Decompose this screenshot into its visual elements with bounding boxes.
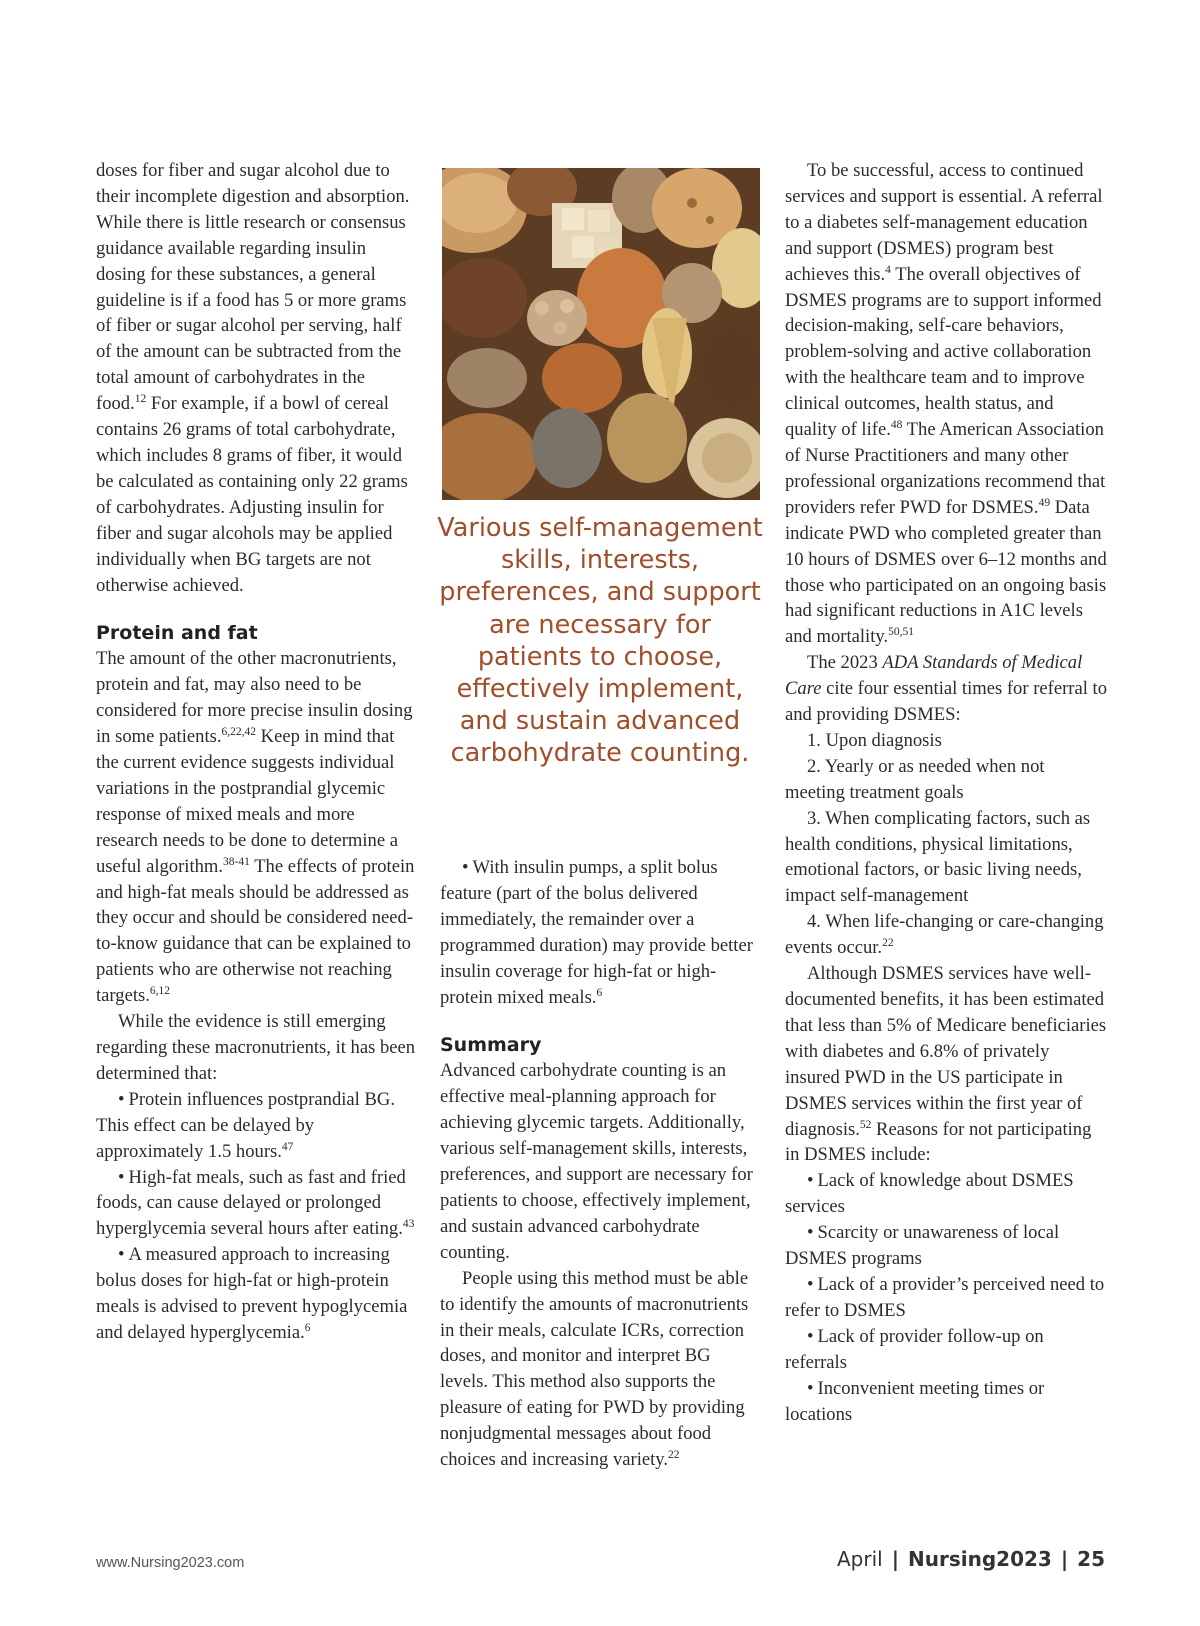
bullet-item: • Inconvenient meeting times or locations	[785, 1376, 1107, 1428]
bullet-icon	[118, 1167, 129, 1188]
bullet-item: • Scarcity or unawareness of local DSMES programs	[785, 1220, 1107, 1272]
paragraph: To be successful, access to continued services and support is essential. A referral to a diabetes self-management education and support (DSMES) program best achieves this.$^4$ The overall objectives of DSMES programs are to support informed decision-making, self-care behaviors, problem-solving and active collaboration with the healthcare team and to improve clinical outcomes, health status, and quality of life.$^{48}$ The American Association of Nurse Practitioners and many other professional organizations recommend that providers refer PWD for DSMES.$^{49}$ Data indicate PWD who completed greater than 10 hours of DSMES over 6–12 months and those who participated on an ongoing basis had significant reductions in A1C levels and mortality.$^{50,51}$	[785, 160, 1107, 648]
citation: 43	[402, 1218, 415, 1231]
bullet-item: • Lack of provider follow-up on referrals	[785, 1324, 1107, 1376]
bullet-icon	[118, 1089, 129, 1110]
bullet-icon	[462, 857, 473, 878]
bullet-item: • High-fat meals, such as fast and fried foods, can cause delayed or prolonged hyperglycemia several hours after eating.$^{43}$	[96, 1165, 418, 1243]
footer-url: www.Nursing2023.com	[96, 1555, 245, 1571]
section-heading-summary: Summary	[440, 1034, 542, 1057]
citation: 12	[134, 393, 147, 406]
bullet-item: • Lack of a provider’s perceived need to refer to DSMES	[785, 1272, 1107, 1324]
numbered-item: 2. Yearly or as needed when not meeting treatment goals	[785, 755, 1045, 803]
citation: 50,51	[888, 626, 914, 639]
citation: 22	[668, 1449, 680, 1462]
paragraph: Advanced carbohydrate counting is an effective meal-planning approach for achieving glycemic targets. Additionally, various self-management skills, interests, preferences, and support are necessary for patients to choose, effectively implement, and sustain advanced carbohydrate counting.	[440, 1060, 753, 1263]
footer-separator: |	[891, 1547, 900, 1571]
section-heading-protein-fat: Protein and fat	[96, 622, 258, 645]
footer-separator: |	[1060, 1547, 1069, 1571]
bullet-icon	[807, 1274, 818, 1295]
citation: 6	[304, 1321, 311, 1334]
column-right	[785, 158, 1107, 1427]
citation: 49	[1038, 496, 1051, 509]
paragraph: doses for fiber and sugar alcohol due to their incomplete digestion and absorption. While there is little research or consensus guidance available regarding insulin dosing for these substances, a general guideline is if a food has 5 or more grams of fiber or sugar alcohol per serving, half of the amount can be subtracted from the total amount of carbohydrates in the food.$^{12}$ For example, if a bowl of cereal contains 26 grams of total carbohydrate, which includes 8 grams of fiber, it would be calculated as containing only 22 grams of carbohydrates. Adjusting insulin for fiber and sugar alcohols may be applied individually when BG targets are not otherwise achieved.	[96, 160, 410, 596]
paragraph: While the evidence is still emerging regarding these macronutrients, it has been determined that:	[96, 1011, 416, 1084]
bullet-icon	[807, 1378, 818, 1399]
footer-publication: Nursing2023	[908, 1547, 1052, 1571]
citation: 6,12	[149, 985, 170, 998]
paragraph: The amount of the other macronutrients, protein and fat, may also need to be considered for more precise insulin dosing in some patients.$^{6,22,42}$ Keep in mind that the current evidence suggests individual variations in the postprandial glycemic response of mixed meals and more research needs to be done to determine a useful algorithm.$^{38-41}$ The effects of protein and high-fat meals should be addressed as they occur and should be considered need-to-know guidance that can be explained to patients who are otherwise not reaching targets.$^{6,12}$	[96, 648, 415, 1007]
citation: 38-41	[223, 855, 250, 868]
column-left	[96, 158, 418, 1346]
citation: 6	[596, 986, 603, 999]
citation: 6,22,42	[221, 726, 256, 739]
paragraph: People using this method must be able to identify the amounts of macronutrients in their meals, calculate ICRs, correction doses, and monitor and interpret BG levels. This method also supports the pleasure of eating for PWD by providing nonjudgmental messages about food choices and increasing variety.$^{22}$	[440, 1267, 749, 1471]
bullet-item: • With insulin pumps, a split bolus feature (part of the bolus delivered immediately, the remainder over a programmed duration) may provide better insulin coverage for high-fat or high-protein mixed meals.$^6$	[440, 855, 760, 1010]
numbered-item: 1. Upon diagnosis	[807, 729, 942, 751]
food-photo	[442, 168, 760, 500]
citation: 52	[859, 1118, 872, 1131]
bullet-item: • Protein influences postprandial BG. This effect can be delayed by approximately 1.5 hours.$^{47}$	[96, 1087, 418, 1165]
bullet-icon	[118, 1244, 129, 1265]
footer-month: April	[836, 1547, 883, 1571]
pull-quote: Various self-management skills, interests, preferences, and support are necessary for patients to choose, effectively implement, and sustain advanced carbohydrate counting.	[437, 513, 763, 769]
paragraph: The 2023 ADA Standards of Medical Care cite four essential times for referral to and providing DSMES:	[785, 652, 1107, 726]
citation: 48	[890, 419, 903, 432]
column-middle	[440, 855, 760, 1473]
bullet-item: • Lack of knowledge about DSMES services	[785, 1168, 1107, 1220]
paragraph: Although DSMES services have well-documented benefits, it has been estimated that less than 5% of Medicare beneficiaries with diabetes and 6.8% of privately insured PWD in the US participate in DSMES services within the first year of diagnosis.$^{52}$ Reasons for not participating in DSMES include:	[785, 963, 1107, 1166]
citation: 47	[281, 1140, 294, 1153]
bullet-icon	[807, 1222, 818, 1243]
numbered-item: 3. When complicating factors, such as health conditions, physical limitations, emotional factors, or basic living needs, impact self-management	[785, 807, 1091, 907]
citation: 22	[882, 937, 894, 950]
citation: 4	[885, 263, 891, 276]
bullet-item: • A measured approach to increasing bolus doses for high-fat or high-protein meals is advised to prevent hypoglycemia and delayed hyperglycemia.$^6$	[96, 1242, 418, 1346]
bullet-icon	[807, 1170, 818, 1191]
footer-folio	[837, 1547, 1105, 1571]
bullet-icon	[807, 1326, 818, 1347]
page-number: 25	[1077, 1547, 1105, 1571]
grains-pasta-illustration	[442, 168, 760, 500]
numbered-item: 4. When life-changing or care-changing events occur.$^{22}$	[785, 911, 1104, 959]
